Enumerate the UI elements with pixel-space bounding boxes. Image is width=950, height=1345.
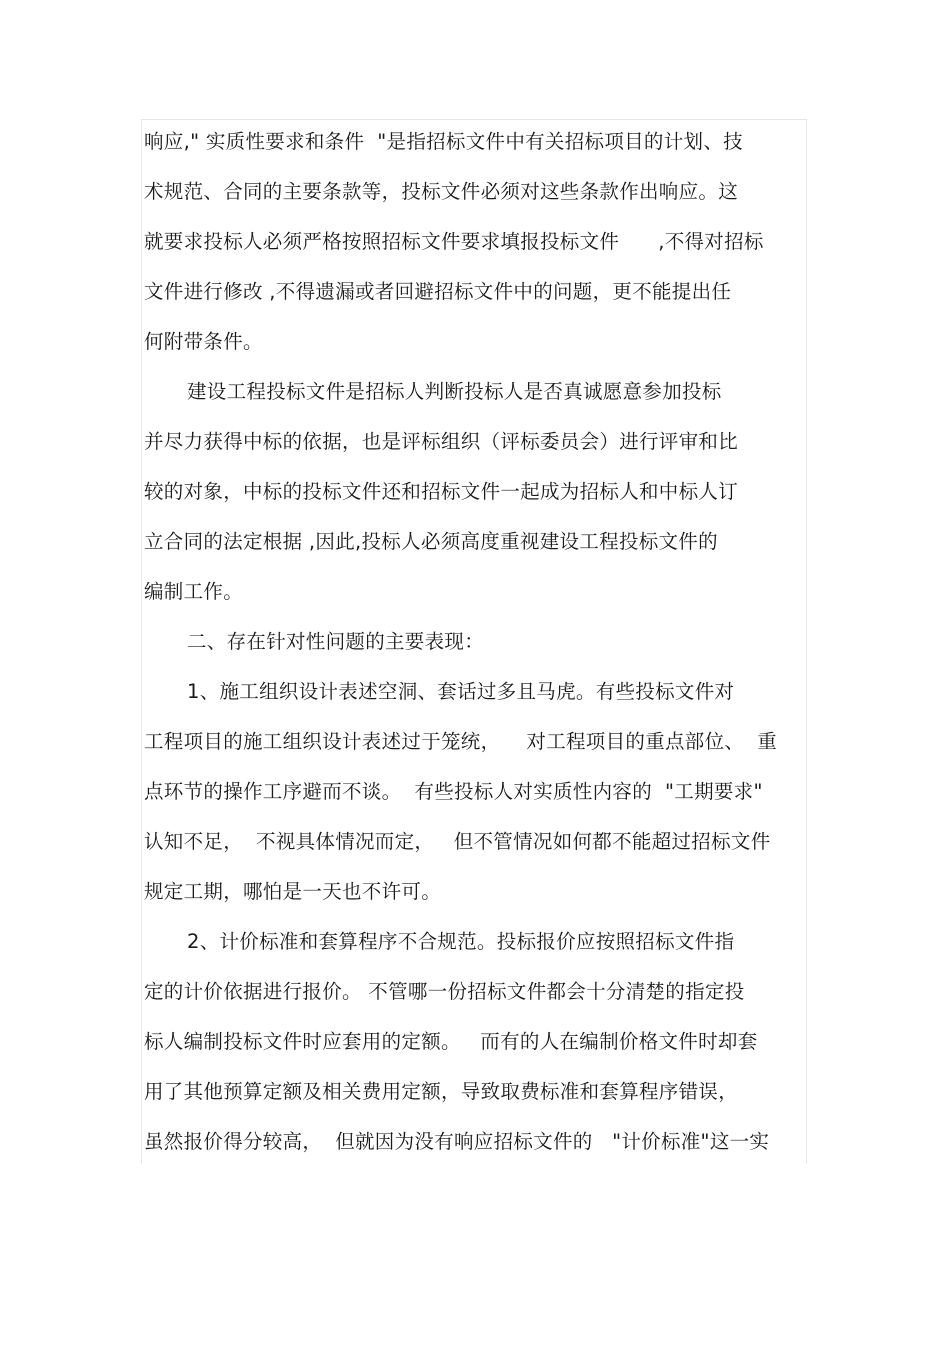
section-heading: 二、存在针对性问题的主要表现： (187, 630, 485, 653)
text-line: 立合同的法定根据 ,因此,投标人必须高度重视建设工程投标文件的 (144, 530, 718, 553)
text-line: 文件进行修改 ,不得遗漏或者回避招标文件中的问题，更不能提出任 (144, 280, 732, 303)
text-line: 工程项目的施工组织设计表述过于笼统， 对工程项目的重点部位、 重 (144, 730, 777, 753)
paragraph-start: 1、施工组织设计表述空洞、套话过多且马虎。有些投标文件对 (187, 680, 735, 703)
text-line: 规定工期，哪怕是一天也不许可。 (144, 880, 442, 903)
text-line: 就要求投标人必须严格按照招标文件要求填报投标文件 ,不得对招标 (144, 230, 764, 253)
text-line: 响应," 实质性要求和条件 "是指招标文件中有关招标项目的计划、技 (144, 130, 743, 153)
text-line: 虽然报价得分较高， 但就因为没有响应招标文件的 "计价标准"这一实 (144, 1130, 770, 1153)
text-line: 定的计价依据进行报价。 不管哪一份招标文件都会十分清楚的指定投 (144, 980, 745, 1003)
paragraph-start: 建设工程投标文件是招标人判断投标人是否真诚愿意参加投标 (187, 380, 722, 403)
text-line: 标人编制投标文件时应套用的定额。 而有的人在编制价格文件时却套 (144, 1030, 758, 1053)
text-line: 术规范、合同的主要条款等，投标文件必须对这些条款作出响应。这 (144, 180, 739, 203)
text-line: 何附带条件。 (144, 330, 263, 353)
text-line: 编制工作。 (144, 580, 244, 603)
text-line: 并尽力获得中标的依据，也是评标组织（评标委员会）进行评审和比 (144, 430, 739, 453)
paragraph-start: 2、计价标准和套算程序不合规范。投标报价应按照招标文件指 (187, 930, 735, 953)
text-line: 点环节的操作工序避而不谈。 有些投标人对实质性内容的 "工期要求" (144, 780, 763, 803)
text-line: 用了其他预算定额及相关费用定额，导致取费标准和套算程序错误， (144, 1080, 739, 1103)
text-line: 认知不足， 不视具体情况而定， 但不管情况如何都不能超过招标文件 (144, 830, 771, 853)
text-line: 较的对象，中标的投标文件还和招标文件一起成为招标人和中标人订 (144, 480, 739, 503)
